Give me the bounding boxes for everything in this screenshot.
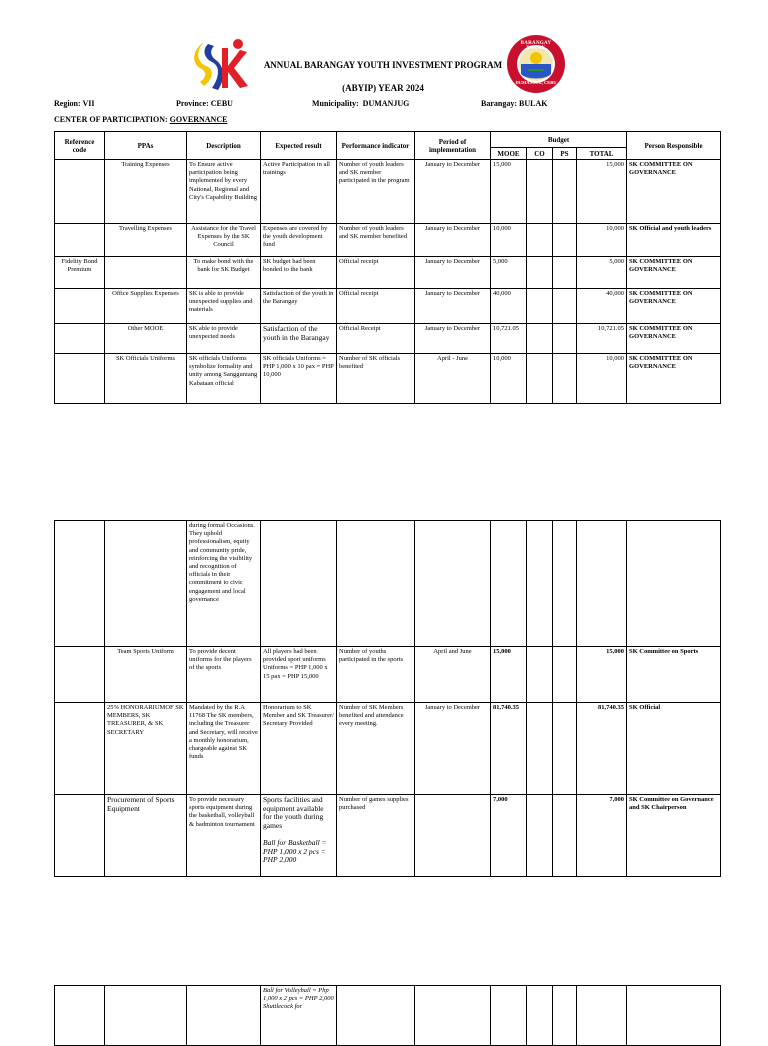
municipality-field: Municipality: DUMANJUG: [312, 99, 410, 108]
center-of-participation: CENTER OF PARTICIPATION: GOVERNANCE: [54, 115, 228, 124]
sk-logo: [192, 36, 250, 94]
abyip-table-continued: [54, 520, 721, 877]
table-row: Travelling Expenses Assistance for the Travel Expenses by the SK Council Expenses are covered by the youth development fund Number of youth leaders and SK member benefited January to December 10,000 10,000 SK Official and youth leaders: [55, 224, 721, 257]
seal-text-bottom: DUMANJUG, CEBU: [515, 80, 557, 85]
table-row: Team Sports Uniform To provide decent uniforms for the players of the sports All players had been provided sport uniforms Uniforms = PHP 1,000 x 15 pax = PHP 15,000 Number of youths participated in the sports April and June 15,000 15,000 SK Committee on Sports: [55, 647, 721, 703]
col-expected-result: Expected result: [261, 132, 337, 160]
barangay-field: Barangay: BULAK: [481, 99, 548, 108]
col-description: Description: [187, 132, 261, 160]
col-mooe: MOOE: [491, 148, 527, 160]
col-ref-code: Reference code: [55, 132, 105, 160]
col-co: CO: [527, 148, 553, 160]
col-performance-indicator: Performance indicator: [337, 132, 415, 160]
col-period: Period of implementation: [415, 132, 491, 160]
col-ps: PS: [553, 148, 577, 160]
table-row: Ball for Volleyball = Php 1,000 x 2 pcs = PHP 2,000 Shuttlecock for: [55, 986, 721, 1046]
abyip-table-page3: [54, 985, 721, 1046]
document-subtitle: (ABYIP) YEAR 2024: [342, 83, 424, 93]
seal-text-top: BARANGAY BULAK: [520, 41, 552, 51]
document-title: ANNUAL BARANGAY YOUTH INVESTMENT PROGRAM: [263, 60, 503, 70]
table-row: SK Officials Uniforms SK officials Uniforms symbolize formality and unity among Sangguniang Kabataan official SK officials Uniforms = PHP 1,000 x 10 pax = PHP 10,000 Number of SK officials benefited April - June 10,000 10,000 SK COMMITTEE ON GOVERNANCE: [55, 354, 721, 404]
col-ppas: PPAs: [105, 132, 187, 160]
table-row: 25% HONORARIUMOF SK MEMBERS, SK TREASURER, & SK SECRETARY Mandated by the R.A 11768 The SK members, including the Treasurer and Secretary, will receive a monthly honorarium, chargeable against SK funds Honorarium to SK Member and SK Treasurer/ Secretary Provided Number of SK Members benefited and attendance every meeting. January to December 81,740.35 81,740.35 SK Official: [55, 703, 721, 795]
col-budget: Budget: [491, 132, 627, 148]
col-total: TOTAL: [577, 148, 627, 160]
table-row: Office Supplies Expenses SK is able to provide unexpected supplies and materials Satisfaction of the youth in the Barangay Official receipt January to December 40,000 40,000 SK COMMITTEE ON GOVERNANCE: [55, 289, 721, 324]
table-row: Other MOOE SK able to provide unexpected needs Satisfaction of the youth in the Barangay Official Receipt January to December 10,721.05 10,721.05 SK COMMITTEE ON GOVERNANCE: [55, 324, 721, 354]
province-field: Province: CEBU: [176, 99, 233, 108]
table-row: Training Expenses To Ensure active participation being implemented by every National, Regional and City's Capability Building Active Participation in all trainings Number of youth leaders and SK member participated in the program January to December 15,000 15,000 SK COMMITTEE ON GOVERNANCE: [55, 160, 721, 224]
abyip-table: [54, 131, 721, 404]
table-row: Fidelity Bond Premium To make bond with the bank for SK Budget SK budget had been bonded to the bank Official receipt January to December 5,000 5,000 SK COMMITTEE ON GOVERNANCE: [55, 257, 721, 289]
region-field: Region: VII: [54, 99, 95, 108]
table-row: Procurement of Sports Equipment To provide necessary sports equipment during the basketball, volleyball & badminton tournament Sports facilities and equipment available for the youth during games Ball for Basketball = PHP 1,000 x 2 pcs = PHP 2,000 Number of games supplies purchased 7,000 7,000 SK Committee on Governance and SK Chairperson: [55, 795, 721, 877]
table-row: during formal Occasions. They uphold professionalism, equity and community pride, reinforcing the visibility and recognition of officials in their commitment to civic engagement and local governance: [55, 521, 721, 647]
col-person-responsible: Person Responsible: [627, 132, 721, 160]
